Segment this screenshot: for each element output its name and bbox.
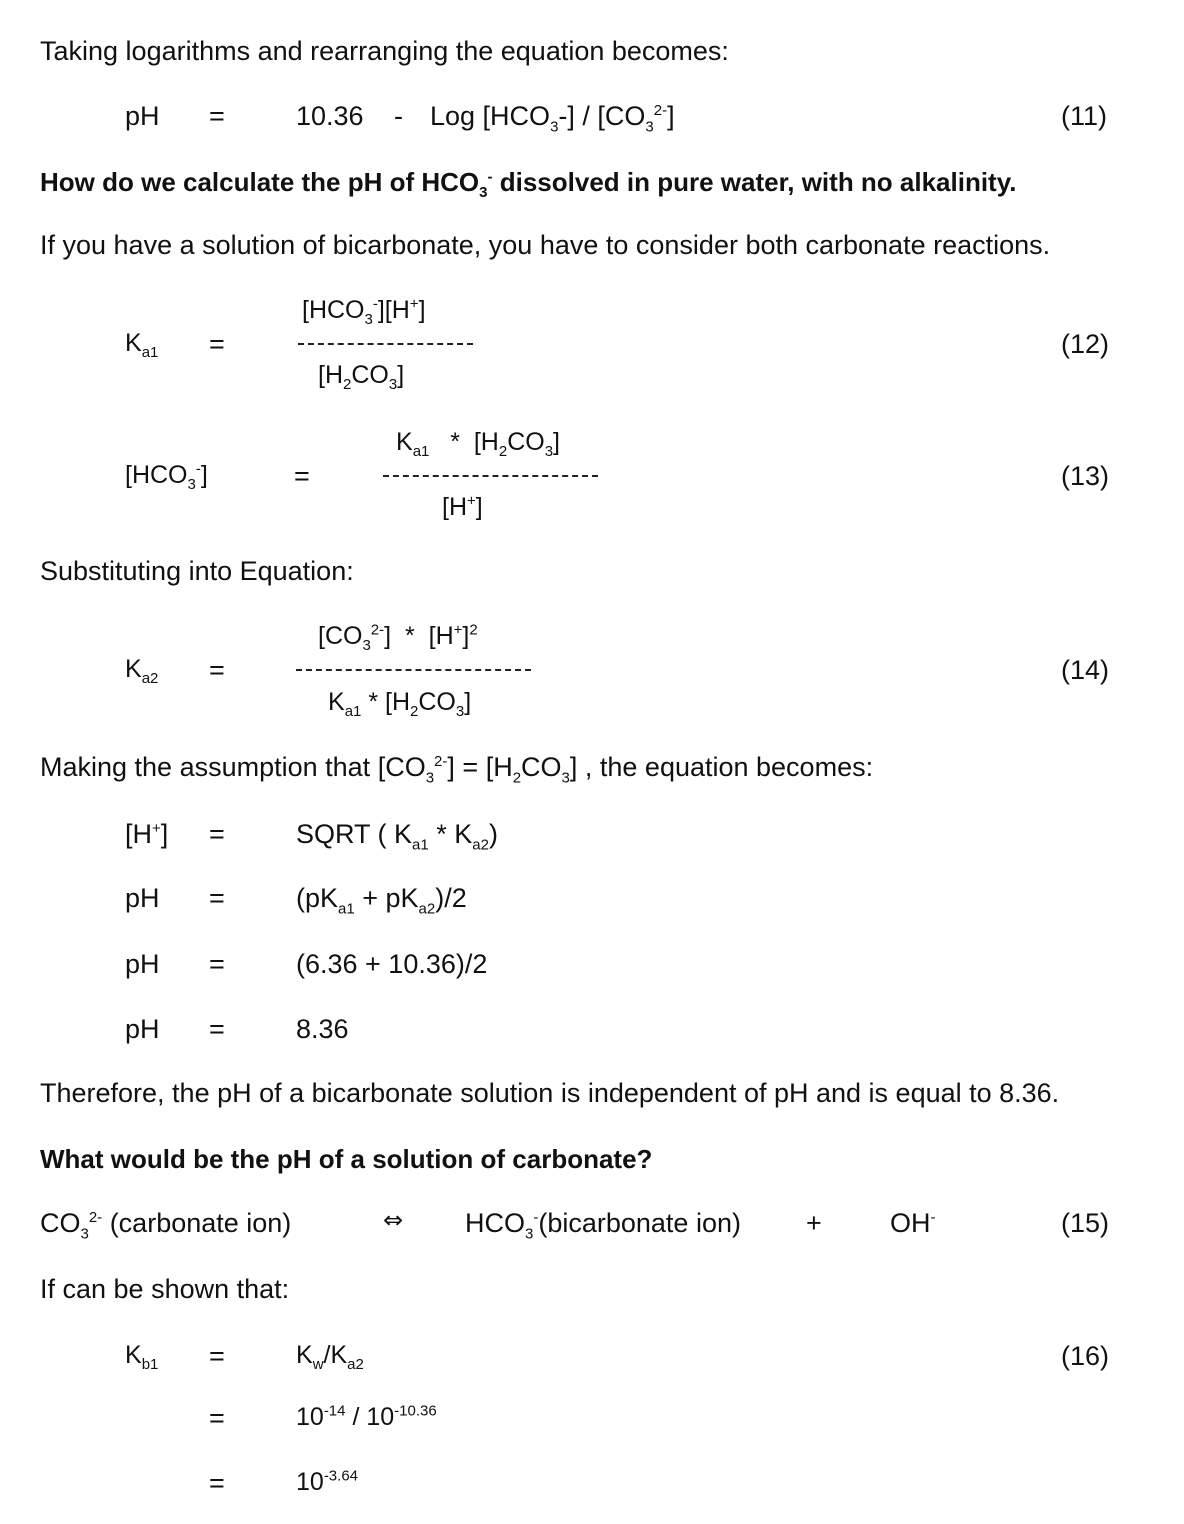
eq14-equals: = [209, 655, 225, 685]
eq14-tag: (14) [1061, 655, 1110, 685]
eq13-tag: (13) [1061, 461, 1110, 491]
eq12-equals: = [209, 329, 225, 359]
eq11-tag: (11) [1061, 101, 1108, 131]
step4-lhs: pH [125, 1014, 160, 1044]
eq11-expression: Log $[HCO_3-] / [CO_3^{2-}]$ [430, 101, 675, 136]
eq15-tag: (15) [1061, 1208, 1110, 1238]
eq13-denominator: [H+] [442, 492, 483, 521]
paragraph-conclusion: Therefore, the pH of a bicarbonate solution is independent of pH and is equal to 8.36. [40, 1078, 1060, 1108]
eq11-value: 10.36 [296, 101, 364, 131]
step1-rhs: SQRT ( $K_{a1} * K_{a2}$) [296, 819, 498, 854]
step1-lhs: [H+] [125, 819, 169, 849]
eq11-equals: = [209, 101, 225, 131]
eq15-bicarbonate-ion: $HCO_3^-(bicarbonate$ ion) [465, 1208, 741, 1243]
intro-text: Taking logarithms and rearranging the equation becomes: [40, 36, 729, 66]
eq15-hydroxide: OH- [890, 1208, 936, 1238]
eq11-minus: - [394, 101, 403, 131]
paragraph-substituting: Substituting into Equation: [40, 556, 354, 586]
eq12-tag: (12) [1061, 329, 1110, 359]
eq15-plus: + [806, 1208, 822, 1238]
step2-lhs: pH [125, 883, 160, 913]
eq13-fraction-bar [383, 475, 598, 477]
eq16-line2-equals: = [209, 1403, 225, 1433]
eq13-numerator: $K_{a1}$ * $[H_2CO_3]$ [396, 428, 560, 460]
eq14-lhs: $K_{a2}$ [125, 655, 159, 687]
paragraph-bicarbonate: If you have a solution of bicarbonate, you have to consider both carbonate reactions. [40, 230, 1051, 260]
step3-rhs: (6.36 + 10.36)/2 [296, 949, 488, 979]
eq14-numerator: $[CO_3^{2-}] * [H^+]^2$ [318, 621, 478, 654]
equilibrium-arrow-icon: ⇔ [383, 1206, 404, 1234]
step3-equals: = [209, 949, 225, 979]
eq16-tag: (16) [1061, 1341, 1110, 1371]
heading-carbonate-question: What would be the pH of a solution of carbonate? [40, 1144, 653, 1174]
eq12-lhs: $K_{a1}$ [125, 329, 159, 361]
step2-equals: = [209, 883, 225, 913]
eq15-carbonate-ion: $CO_3^{2-}$ (carbonate ion) [40, 1208, 292, 1243]
step3-lhs: pH [125, 949, 160, 979]
eq12-numerator: $[HCO_3^-][H^+]$ [302, 295, 426, 328]
eq12-fraction-bar [298, 343, 473, 345]
eq16-rhs: $K_w/K_{a2}$ [296, 1341, 364, 1373]
paragraph-assumption: Making the assumption that $[CO_3^{2-}] = [H_2CO_3]$ , the equation becomes: [40, 752, 874, 787]
eq14-denominator: $K_{a1} * [H_2CO_3]$ [328, 688, 472, 720]
eq12-denominator: $[H_2CO_3]$ [318, 361, 405, 393]
eq13-equals: = [294, 461, 310, 491]
step4-equals: = [209, 1014, 225, 1044]
eq16-line3-rhs: $10^{-3.64}$ [296, 1467, 359, 1496]
eq14-fraction-bar [296, 669, 531, 671]
heading-bicarbonate-question: How do we calculate the pH of $HCO_3^-$ dissolved in pure water, with no alkalinity. [40, 167, 1017, 202]
eq13-lhs: $[HCO_3^-]$ [125, 460, 208, 493]
eq16-line2-rhs: $10^{-14} / 10^{-10.36}$ [296, 1402, 437, 1431]
step2-rhs: $(pK_{a1} + pK_{a2})/2$ [296, 883, 467, 918]
paragraph-shown: If can be shown that: [40, 1274, 290, 1304]
eq16-line3-equals: = [209, 1468, 225, 1498]
eq16-equals: = [209, 1341, 225, 1371]
step4-rhs: 8.36 [296, 1014, 349, 1044]
eq11-lhs: pH [125, 101, 160, 131]
eq16-lhs: $K_{b1}$ [125, 1341, 159, 1373]
step1-equals: = [209, 819, 225, 849]
